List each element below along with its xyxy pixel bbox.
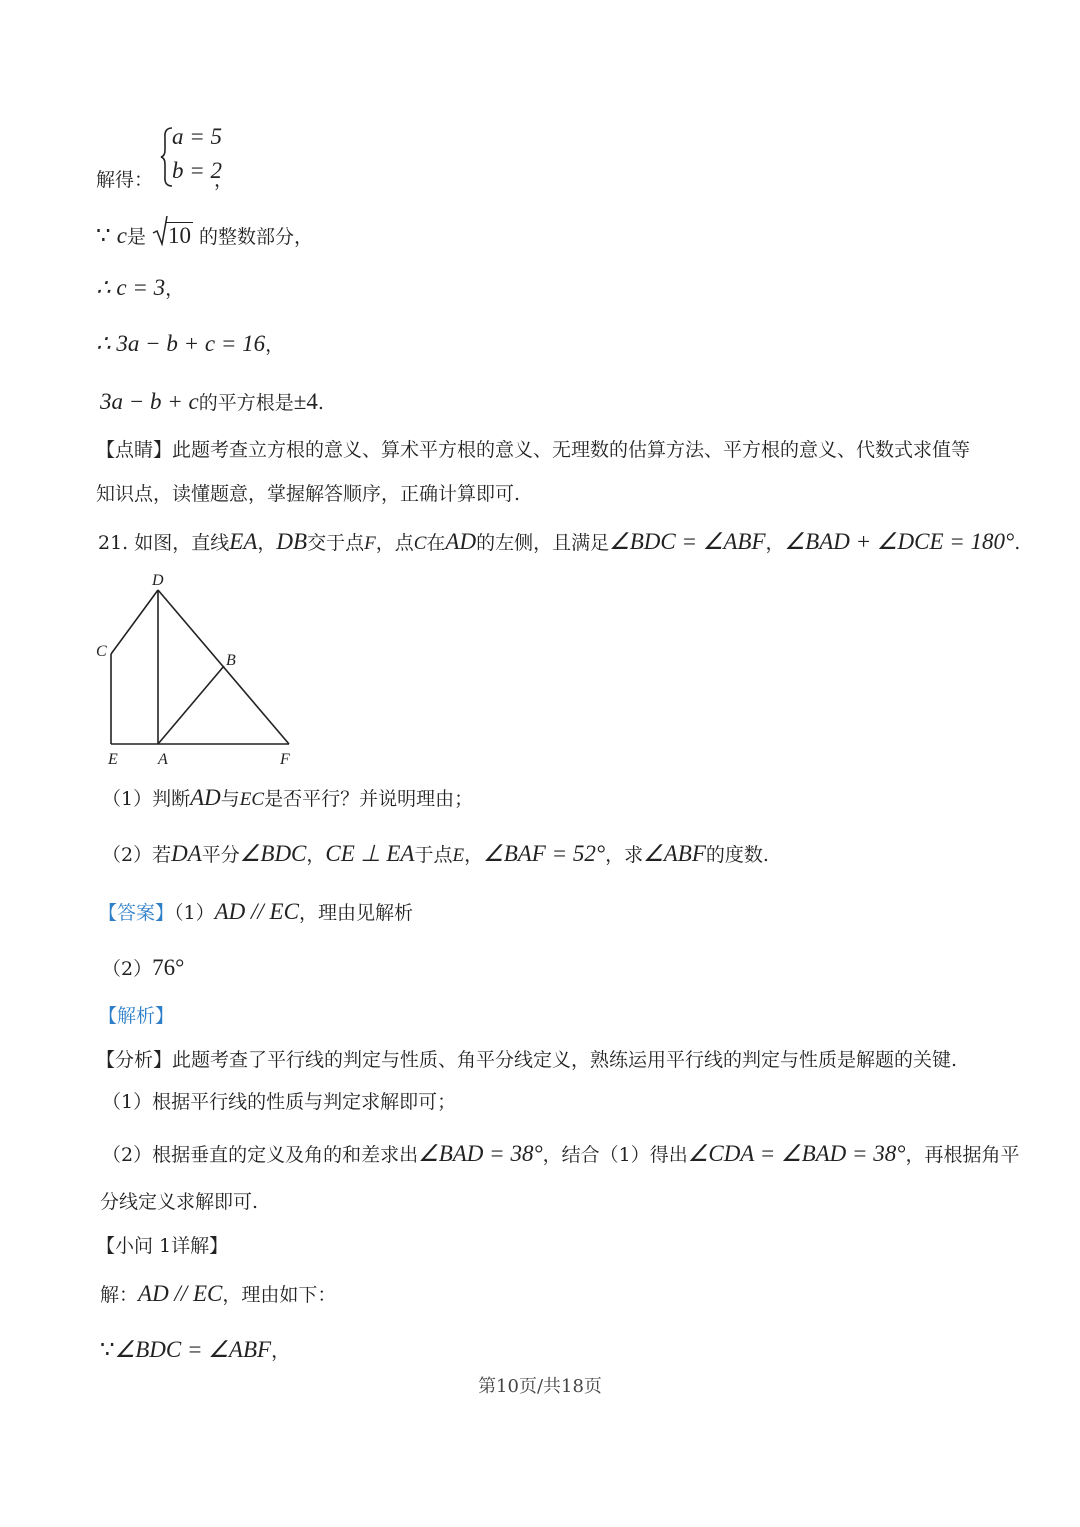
line-expr-value: ∴ 3a − b + c = 16，	[96, 331, 285, 356]
because-line: ∵∠BDC = ∠ABF，	[100, 1337, 291, 1362]
part-2: （2）若DA平分∠BDC，CE ⊥ EA于点E，∠BAF = 52°，求∠ABF的度数.	[102, 841, 769, 866]
analysis-a2-line2: 分线定义求解即可.	[100, 1191, 259, 1213]
radical-icon	[152, 216, 168, 246]
comment-line-1: 【点睛】此题考查立方根的意义、算术平方根的意义、无理数的估算方法、平方根的意义、代数式求值等	[96, 439, 971, 461]
analysis-a2: （2）根据垂直的定义及角的和差求出∠BAD = 38°，结合（1）得出∠CDA = ∠BAD = 38°，再根据角平	[102, 1141, 1020, 1166]
solution-label	[96, 166, 153, 194]
solve-prefix: 解得：	[96, 169, 154, 191]
question-21: 21. 如图，直线EA，DB交于点F，点C在AD的左侧，且满足∠BDC = ∠ABF，∠BAD + ∠DCE = 180°.	[98, 529, 1021, 554]
answer-line-1: 【答案】（1）AD // EC，理由见解析	[98, 899, 413, 924]
analysis-tag: 【解析】	[98, 1005, 175, 1027]
equation-a: a = 5	[172, 124, 223, 149]
part-1: （1）判断AD与EC是否平行？并说明理由；	[102, 785, 474, 810]
solution-line: 解：AD // EC，理由如下：	[100, 1281, 337, 1306]
line-c-value: ∴ c = 3，	[96, 275, 185, 300]
page-number: 第10页/共18页	[478, 1376, 602, 1397]
line-AB	[158, 666, 224, 744]
label-C: C	[96, 643, 107, 660]
analysis-fenxi: 【分析】此题考查了平行线的判定与性质、角平分线定义，熟练运用平行线的判定与性质是解题的关键.	[96, 1049, 958, 1071]
label-D: D	[152, 572, 164, 589]
answer-tag: 【答案】	[98, 902, 175, 924]
geometry-figure	[90, 568, 310, 768]
label-A: A	[158, 751, 168, 768]
line-c-because: ∵ c是 10 的整数部分，	[96, 222, 313, 251]
system-suffix: ，	[214, 169, 234, 191]
sub-question-1-heading: 【小问 1详解】	[96, 1235, 229, 1257]
answer-line-2: （2）76°	[102, 955, 185, 980]
analysis-a1: （1）根据平行线的性质与判定求解即可；	[102, 1091, 457, 1113]
label-E: E	[108, 751, 118, 768]
equation-b: b = 2	[172, 158, 223, 183]
comment-line-2: 知识点，读懂题意，掌握解答顺序，正确计算即可.	[96, 483, 521, 505]
line-CD	[111, 590, 158, 654]
label-B: B	[226, 652, 236, 669]
sqrt-symbol: 10	[152, 222, 193, 251]
line-sqrt-result: 3a − b + c的平方根是±4.	[100, 389, 324, 414]
label-F: F	[280, 751, 290, 768]
